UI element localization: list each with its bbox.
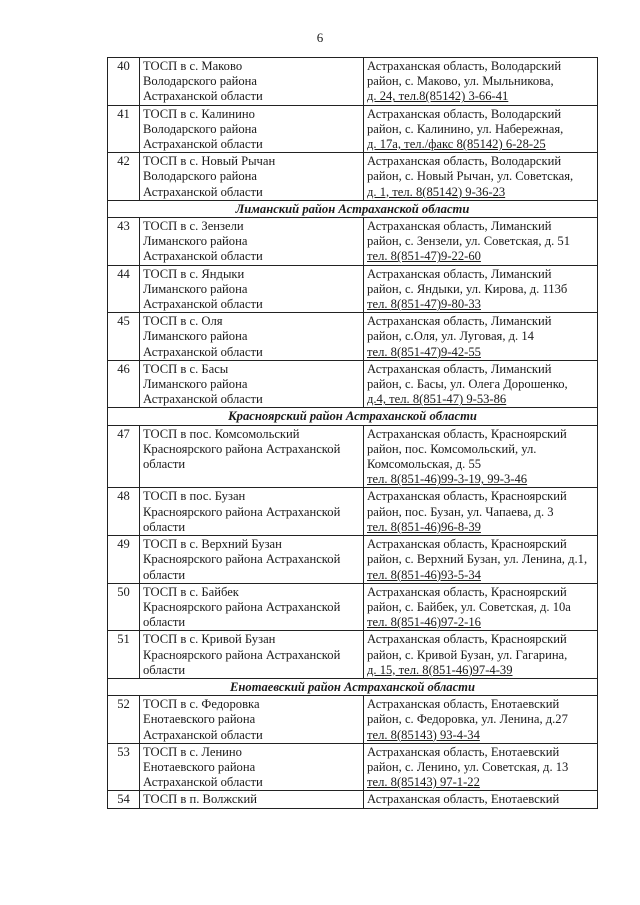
office-address-cell bbox=[364, 536, 598, 584]
row-number: 48 bbox=[108, 488, 140, 536]
table-row bbox=[108, 536, 598, 584]
office-address-line: район, с. Новый Рычан, ул. Советская, bbox=[367, 169, 574, 184]
office-name-line: Красноярского района Астраханской bbox=[143, 647, 341, 662]
office-address-line: тел. 8(851-46)99-3-19, 99-3-46 bbox=[367, 472, 528, 487]
office-address-line: тел. 8(851-47)9-42-55 bbox=[367, 344, 481, 359]
district-title: Лиманский район Астраханской области bbox=[108, 200, 598, 217]
office-address-line: д.4, тел. 8(851-47) 9-53-86 bbox=[367, 392, 507, 407]
district-header-row bbox=[108, 678, 598, 695]
row-number: 46 bbox=[108, 360, 140, 408]
office-name-line: ТОСП в с. Яндыки bbox=[143, 266, 245, 281]
office-name-line: области bbox=[143, 662, 186, 677]
office-name-line: Лиманского района bbox=[143, 329, 248, 344]
office-address-line: район, с. Ленино, ул. Советская, д. 13 bbox=[367, 759, 569, 774]
office-name-line: Астраханской области bbox=[143, 137, 263, 152]
row-number: 47 bbox=[108, 425, 140, 488]
office-name-line: Астраханской области bbox=[143, 727, 263, 742]
office-name-line: Красноярского района Астраханской bbox=[143, 441, 341, 456]
office-name-line: ТОСП в с. Кривой Бузан bbox=[143, 632, 276, 647]
row-number: 53 bbox=[108, 743, 140, 791]
office-address-line: тел. 8(851-46)93-5-34 bbox=[367, 567, 481, 582]
office-address-line: район, с. Федоровка, ул. Ленина, д.27 bbox=[367, 712, 568, 727]
office-name-line: Лиманского района bbox=[143, 234, 248, 249]
office-address-line: район, с. Зензели, ул. Советская, д. 51 bbox=[367, 234, 571, 249]
office-address-line: д. 1, тел. 8(85142) 9-36-23 bbox=[367, 184, 506, 199]
office-address-line: район, пос. Комсомольский, ул. bbox=[367, 441, 537, 456]
office-address-line: Астраханская область, Лиманский bbox=[367, 361, 552, 376]
office-address-line: Астраханская область, Енотаевский bbox=[367, 697, 560, 712]
office-address-cell bbox=[364, 105, 598, 153]
office-name-line: Астраханской области bbox=[143, 249, 263, 264]
office-address-line: тел. 8(851-47)9-22-60 bbox=[367, 249, 481, 264]
office-address-line: тел. 8(85143) 93-4-34 bbox=[367, 727, 480, 742]
office-name-line: Енотаевского района bbox=[143, 759, 256, 774]
table-row bbox=[108, 58, 598, 106]
office-address-line: район, с. Кривой Бузан, ул. Гагарина, bbox=[367, 647, 568, 662]
office-address-line: Астраханская область, Володарский bbox=[367, 59, 562, 73]
office-name-line: ТОСП в с. Федоровка bbox=[143, 697, 260, 712]
office-name-cell bbox=[140, 313, 364, 361]
office-address-line: район, с. Калинино, ул. Набережная, bbox=[367, 121, 564, 136]
office-name-line: ТОСП в с. Оля bbox=[143, 314, 223, 329]
table-row bbox=[108, 265, 598, 313]
office-address-cell bbox=[364, 583, 598, 631]
office-name-cell bbox=[140, 791, 364, 808]
office-address-line: Астраханская область, Енотаевский bbox=[367, 744, 560, 759]
table-row bbox=[108, 105, 598, 153]
row-number: 54 bbox=[108, 791, 140, 808]
office-name-cell bbox=[140, 360, 364, 408]
office-address-line: район, с. Верхний Бузан, ул. Ленина, д.1, bbox=[367, 552, 588, 567]
office-name-line: области bbox=[143, 457, 186, 472]
office-address-line: район, пос. Бузан, ул. Чапаева, д. 3 bbox=[367, 504, 554, 519]
row-number: 42 bbox=[108, 153, 140, 201]
table-row bbox=[108, 696, 598, 744]
office-address-line: район, с. Байбек, ул. Советская, д. 10а bbox=[367, 599, 571, 614]
row-number: 51 bbox=[108, 631, 140, 679]
table-row bbox=[108, 360, 598, 408]
office-address-cell bbox=[364, 58, 598, 106]
office-address-line: Астраханская область, Володарский bbox=[367, 106, 562, 121]
office-address-cell bbox=[364, 743, 598, 791]
table-row bbox=[108, 583, 598, 631]
office-address-line: район, с. Яндыки, ул. Кирова, д. 113б bbox=[367, 281, 568, 296]
office-address-line: д. 17а, тел./факс 8(85142) 6-28-25 bbox=[367, 137, 546, 152]
row-number: 43 bbox=[108, 218, 140, 266]
table-row bbox=[108, 743, 598, 791]
table-row bbox=[108, 791, 598, 808]
office-address-line: тел. 8(851-46)97-2-16 bbox=[367, 615, 481, 630]
office-name-cell bbox=[140, 153, 364, 201]
office-name-cell bbox=[140, 58, 364, 106]
office-address-line: д. 15, тел. 8(851-46)97-4-39 bbox=[367, 662, 513, 677]
office-address-cell bbox=[364, 791, 598, 808]
office-name-line: Красноярского района Астраханской bbox=[143, 504, 341, 519]
district-header-row bbox=[108, 408, 598, 425]
office-name-line: Красноярского района Астраханской bbox=[143, 599, 341, 614]
office-address-line: район, с.Оля, ул. Луговая, д. 14 bbox=[367, 329, 534, 344]
office-name-cell bbox=[140, 583, 364, 631]
office-name-line: Володарского района bbox=[143, 169, 257, 184]
row-number: 44 bbox=[108, 265, 140, 313]
office-address-line: район, с. Басы, ул. Олега Дорошенко, bbox=[367, 377, 568, 392]
office-address-cell bbox=[364, 153, 598, 201]
office-name-cell bbox=[140, 105, 364, 153]
office-address-cell bbox=[364, 265, 598, 313]
office-address-line: Астраханская область, Красноярский bbox=[367, 537, 567, 552]
row-number: 40 bbox=[108, 58, 140, 106]
office-address-line: Астраханская область, Красноярский bbox=[367, 632, 567, 647]
office-name-line: Лиманского района bbox=[143, 281, 248, 296]
table-row bbox=[108, 313, 598, 361]
office-name-line: ТОСП в с. Ленино bbox=[143, 744, 242, 759]
office-name-line: Красноярского района Астраханской bbox=[143, 552, 341, 567]
office-name-line: Астраханской области bbox=[143, 392, 263, 407]
office-address-cell bbox=[364, 488, 598, 536]
office-address-cell bbox=[364, 360, 598, 408]
office-name-line: ТОСП в п. Волжский bbox=[143, 792, 258, 807]
office-name-line: области bbox=[143, 615, 186, 630]
office-name-cell bbox=[140, 265, 364, 313]
row-number: 41 bbox=[108, 105, 140, 153]
office-name-line: области bbox=[143, 567, 186, 582]
office-name-line: ТОСП в с. Маково bbox=[143, 59, 243, 73]
office-name-line: ТОСП в пос. Комсомольский bbox=[143, 426, 300, 441]
table-row bbox=[108, 153, 598, 201]
office-name-line: ТОСП в с. Байбек bbox=[143, 584, 239, 599]
office-name-line: Енотаевского района bbox=[143, 712, 256, 727]
office-address-line: Астраханская область, Лиманский bbox=[367, 266, 552, 281]
office-address-line: тел. 8(851-47)9-80-33 bbox=[367, 297, 481, 312]
table-row bbox=[108, 425, 598, 488]
office-name-cell bbox=[140, 743, 364, 791]
table-row bbox=[108, 631, 598, 679]
office-name-line: ТОСП в пос. Бузан bbox=[143, 489, 246, 504]
office-name-line: Астраханской области bbox=[143, 297, 263, 312]
office-address-table bbox=[107, 57, 598, 809]
office-address-line: район, с. Маково, ул. Мыльникова, bbox=[367, 74, 554, 89]
table-row bbox=[108, 218, 598, 266]
office-name-cell bbox=[140, 631, 364, 679]
office-address-cell bbox=[364, 218, 598, 266]
office-name-cell bbox=[140, 488, 364, 536]
office-address-line: Астраханская область, Енотаевский bbox=[367, 792, 560, 807]
office-name-line: области bbox=[143, 519, 186, 534]
row-number: 52 bbox=[108, 696, 140, 744]
district-header-row bbox=[108, 200, 598, 217]
office-name-cell bbox=[140, 218, 364, 266]
office-address-line: тел. 8(851-46)96-8-39 bbox=[367, 519, 481, 534]
office-name-line: ТОСП в с. Басы bbox=[143, 361, 229, 376]
office-address-line: Астраханская область, Красноярский bbox=[367, 489, 567, 504]
page-number: 6 bbox=[316, 30, 324, 45]
office-name-line: Володарского района bbox=[143, 121, 257, 136]
office-name-cell bbox=[140, 536, 364, 584]
office-address-line: Астраханская область, Красноярский bbox=[367, 426, 567, 441]
office-name-line: ТОСП в с. Калинино bbox=[143, 106, 255, 121]
office-name-line: Астраханской области bbox=[143, 184, 263, 199]
office-address-cell bbox=[364, 313, 598, 361]
office-address-line: Астраханская область, Красноярский bbox=[367, 584, 567, 599]
office-address-line: Астраханская область, Володарский bbox=[367, 154, 562, 169]
table-row bbox=[108, 488, 598, 536]
office-address-cell bbox=[364, 425, 598, 488]
district-title: Красноярский район Астраханской области bbox=[108, 408, 598, 425]
office-name-line: Астраханской области bbox=[143, 89, 263, 104]
row-number: 45 bbox=[108, 313, 140, 361]
office-name-line: Лиманского района bbox=[143, 377, 248, 392]
office-address-line: Комсомольская, д. 55 bbox=[367, 457, 482, 472]
district-title: Енотаевский район Астраханской области bbox=[108, 678, 598, 695]
office-name-cell bbox=[140, 696, 364, 744]
office-address-cell bbox=[364, 631, 598, 679]
office-name-line: ТОСП в с. Новый Рычан bbox=[143, 154, 276, 169]
office-name-line: Астраханской области bbox=[143, 344, 263, 359]
table-body bbox=[108, 58, 598, 809]
row-number: 50 bbox=[108, 583, 140, 631]
office-name-line: ТОСП в с. Верхний Бузан bbox=[143, 537, 282, 552]
office-address-line: д. 24, тел.8(85142) 3-66-41 bbox=[367, 89, 509, 104]
office-address-line: Астраханская область, Лиманский bbox=[367, 314, 552, 329]
office-address-line: тел. 8(85143) 97-1-22 bbox=[367, 775, 480, 790]
row-number: 49 bbox=[108, 536, 140, 584]
office-address-line: Астраханская область, Лиманский bbox=[367, 219, 552, 234]
office-address-cell bbox=[364, 696, 598, 744]
office-name-line: Астраханской области bbox=[143, 775, 263, 790]
office-name-cell bbox=[140, 425, 364, 488]
office-name-line: Володарского района bbox=[143, 74, 257, 89]
office-name-line: ТОСП в с. Зензели bbox=[143, 219, 244, 234]
